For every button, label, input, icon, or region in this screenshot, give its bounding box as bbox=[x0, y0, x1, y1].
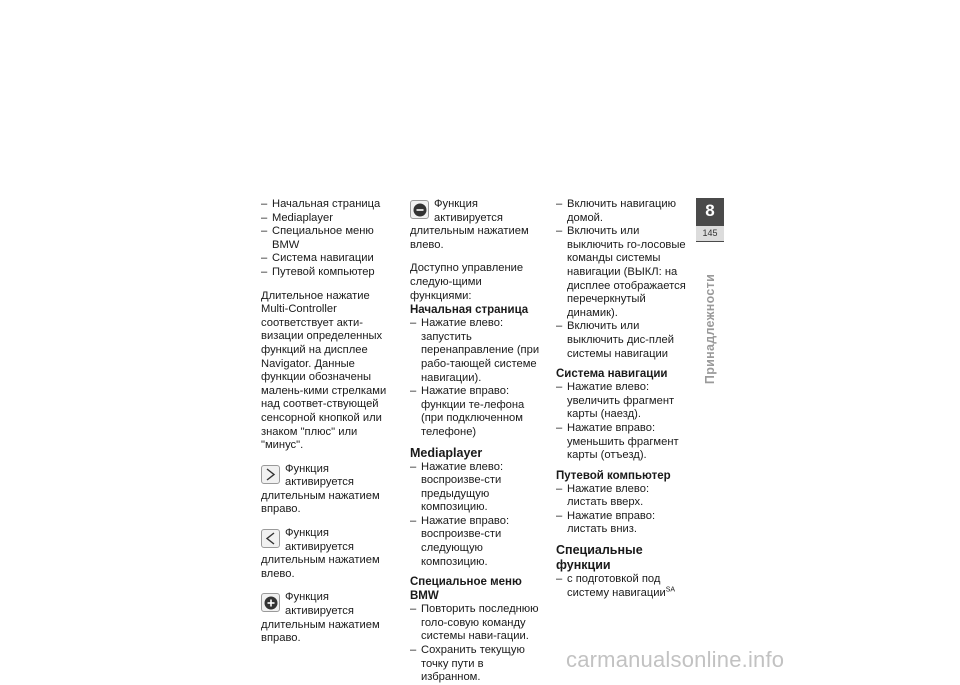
list-item: – Специальное меню BMW bbox=[261, 225, 399, 252]
icon-note-text: Функция активируется длительным нажатием влево. bbox=[261, 527, 380, 580]
heading-trip-computer: Путевой компьютер bbox=[556, 469, 671, 482]
list-item: – Сохранить текущую точку пути в избранном. bbox=[410, 644, 545, 685]
list-item: – Нажатие влево: листать вверх. bbox=[556, 483, 691, 510]
column-2 bbox=[410, 198, 545, 685]
icon-note-text: Функция активируется длительным нажатием влево. bbox=[410, 198, 529, 251]
heading-special-functions: Специальные функции bbox=[556, 543, 643, 573]
column-1 bbox=[261, 198, 399, 646]
list-item: – Система навигации bbox=[261, 252, 399, 266]
heading-mediaplayer: Mediaplayer bbox=[410, 445, 483, 460]
list-item: – Нажатие вправо: листать вниз. bbox=[556, 510, 691, 537]
column-3 bbox=[556, 198, 691, 600]
heading-navigation: Система навигации bbox=[556, 368, 668, 381]
list-item: – Начальная страница bbox=[261, 198, 399, 212]
list-item: – Включить или выключить дис-плей системы навигации bbox=[556, 320, 691, 361]
functions-intro: Доступно управление следую-щими функциями: bbox=[410, 262, 524, 302]
minus-icon bbox=[410, 200, 429, 219]
bmw-list bbox=[410, 603, 545, 685]
nav-list bbox=[556, 381, 691, 463]
chapter-number: 8 bbox=[705, 201, 715, 220]
trip-list bbox=[556, 483, 691, 537]
long-press-description: Длительное нажатие Multi-Controller соответствует акти-визации определенных функций на дисплее Navigator. Данные функции обозначены малень-кими стрелками над соответ-ствующей сенсорной кнопкой или знаком "плюс" или "минус". bbox=[261, 289, 387, 452]
list-item: – Нажатие влево: воспроизве-сти предыдущую композицию. bbox=[410, 461, 545, 515]
function-list bbox=[261, 198, 399, 280]
list-item: – Путевой компьютер bbox=[261, 266, 399, 280]
icon-note-text: Функция активируется длительным нажатием вправо. bbox=[261, 591, 380, 645]
heading-bmw-menu: Специальное меню BMW bbox=[410, 576, 522, 603]
chapter-tab bbox=[696, 198, 724, 242]
icon-note-right bbox=[261, 463, 399, 517]
watermark: carmanualsonline.info bbox=[566, 647, 785, 672]
list-item: – Нажатие вправо: воспроизве-сти следующую композицию. bbox=[410, 515, 545, 569]
icon-note-text: Функция активируется длительным нажатием вправо. bbox=[261, 462, 380, 516]
home-list bbox=[410, 317, 545, 439]
icon-note-plus bbox=[261, 591, 399, 645]
list-item: – Нажатие вправо: уменьшить фрагмент карты (отъезд). bbox=[556, 422, 691, 463]
list-item: – Нажатие влево: запустить перенаправление (при рабо-тающей системе навигации). bbox=[410, 317, 545, 385]
list-item: – Включить или выключить го-лосовые команды системы навигации (ВЫКЛ: на дисплее отображается перечеркнутый динамик). bbox=[556, 225, 691, 320]
icon-note-minus bbox=[410, 198, 545, 252]
option-marker: SA bbox=[665, 585, 676, 593]
media-list bbox=[410, 461, 545, 570]
heading-home: Начальная страница bbox=[410, 304, 529, 317]
bmw-list-continued bbox=[556, 198, 691, 361]
list-item-text: с подготовкой под систему навигации bbox=[567, 573, 666, 599]
list-item: – Нажатие вправо: функции те-лефона (при подключенном телефоне) bbox=[410, 385, 545, 439]
arrow-right-icon bbox=[261, 465, 280, 484]
plus-icon bbox=[261, 593, 280, 612]
list-item: – Mediaplayer bbox=[261, 212, 399, 226]
list-item bbox=[556, 573, 691, 600]
section-side-label bbox=[697, 270, 723, 388]
section-title: Принадлежности bbox=[703, 273, 717, 385]
page-number: 145 bbox=[696, 226, 724, 241]
list-item: – Нажатие влево: увеличить фрагмент карты (наезд). bbox=[556, 381, 691, 422]
arrow-left-icon bbox=[261, 529, 280, 548]
list-item: – Повторить последнюю голо-совую команду системы нави-гации. bbox=[410, 603, 545, 644]
icon-note-left bbox=[261, 527, 399, 581]
list-item: – Включить навигацию домой. bbox=[556, 198, 691, 225]
special-list bbox=[556, 573, 691, 600]
